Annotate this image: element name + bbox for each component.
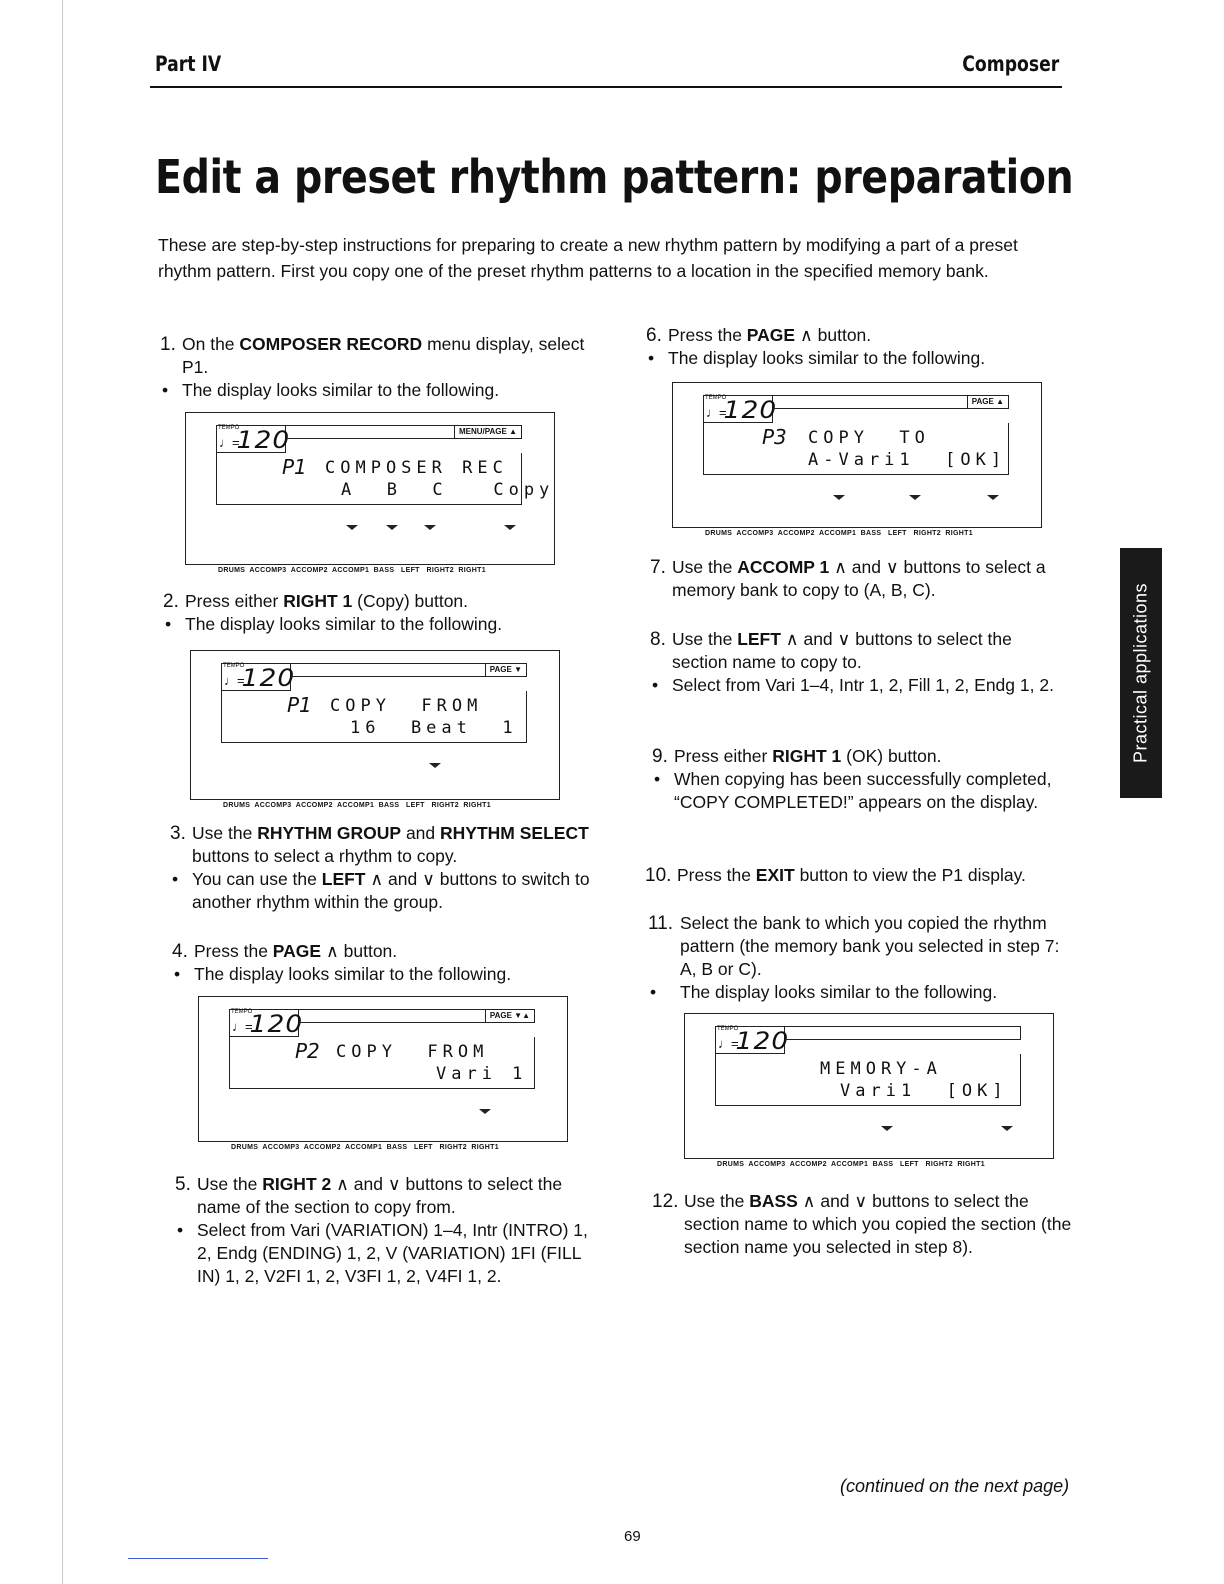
step-number: 8.	[650, 629, 666, 650]
step-number: 12.	[652, 1191, 679, 1212]
tempo-label: TEMPO	[218, 425, 240, 431]
step-4	[172, 940, 592, 986]
step-number: 7.	[650, 557, 666, 578]
footer-rule	[128, 1558, 268, 1559]
page-indicator: PAGE ▼	[485, 663, 527, 677]
step-text: (Copy) button.	[352, 591, 469, 611]
down-arrow-icon	[429, 763, 441, 768]
button-labels: DRUMS ACCOMP3 ACCOMP2 ACCOMP1 BASS LEFT RIGHT2 RIGHT1	[705, 530, 973, 537]
lcd-display-p1-menu	[185, 412, 555, 574]
header-rule	[150, 86, 1062, 88]
tempo-label: TEMPO	[717, 1026, 739, 1032]
step-bold: BASS	[749, 1191, 798, 1211]
tempo-value: 120	[723, 396, 778, 424]
page-indicator: PAGE ▼▲	[485, 1009, 535, 1023]
step-text: On the	[182, 334, 240, 354]
button-arrows	[685, 1126, 1053, 1136]
header-section: Composer	[962, 52, 1059, 76]
step-5	[175, 1173, 595, 1288]
down-arrow-icon	[909, 495, 921, 500]
bullet-text: You can use the	[192, 869, 322, 889]
step-bold: PAGE	[746, 325, 796, 345]
step-number: 10.	[645, 865, 672, 886]
tempo-value: 120	[236, 426, 291, 454]
page-title: Edit a preset rhythm pattern: preparation	[155, 150, 1074, 204]
display-line-2: A B C Copy	[341, 480, 555, 500]
tempo-label: TEMPO	[231, 1009, 253, 1015]
step-bold: RIGHT 2	[262, 1174, 332, 1194]
tempo-label: TEMPO	[223, 663, 245, 669]
display-line-1: MEMORY-A	[820, 1059, 942, 1079]
button-labels: DRUMS ACCOMP3 ACCOMP2 ACCOMP1 BASS LEFT RIGHT2 RIGHT1	[223, 802, 491, 809]
step-text: Use the	[192, 823, 258, 843]
step-text: ∧ and ∨ buttons to select a memory bank to copy to (A, B, C).	[672, 557, 1046, 600]
lcd-display-p3-copy-to	[672, 382, 1042, 537]
button-arrows	[199, 1109, 567, 1119]
intro-paragraph: These are step-by-step instructions for preparing to create a new rhythm pattern by modifying a part of a preset rhythm pattern. First you copy one of the preset rhythm patterns to a location in the specified memory bank.	[158, 235, 1018, 281]
step-6	[646, 324, 1066, 370]
tempo-value: 120	[735, 1027, 790, 1055]
display-screen	[715, 1054, 1021, 1106]
step-text: ∧ and ∨ buttons to select the section name to which you copied the section (the section name you selected in step 8).	[684, 1191, 1072, 1257]
step-text: Press either	[185, 591, 284, 611]
button-labels: DRUMS ACCOMP3 ACCOMP2 ACCOMP1 BASS LEFT RIGHT2 RIGHT1	[218, 567, 486, 574]
step-bullet: • Select from Vari (VARIATION) 1–4, Intr (INTRO) 1, 2, Endg (ENDING) 1, 2, V (VARIATION) 1FI (FILL IN) 1, 2, V2FI 1, 2, V3FI 1, 2, V4FI 1, 2.	[175, 1219, 595, 1288]
page-number: P2	[295, 1039, 320, 1063]
tempo-box	[216, 425, 291, 454]
step-bullet: • The display looks similar to the following.	[163, 613, 593, 636]
display-line-1: COPY FROM	[330, 696, 483, 716]
display-line-2: Vari 1	[436, 1064, 528, 1084]
page-number: P1	[287, 693, 312, 717]
page-number-footer: 69	[624, 1528, 641, 1545]
step-text: ∧ button.	[795, 325, 872, 345]
step-9	[652, 745, 1072, 814]
step-bold: RHYTHM SELECT	[440, 823, 589, 843]
tempo-value: 120	[241, 664, 296, 692]
step-text: Press the	[677, 865, 756, 885]
tempo-box	[229, 1009, 304, 1038]
step-text: buttons to select a rhythm to copy.	[192, 846, 458, 866]
step-bold: ACCOMP 1	[737, 557, 830, 577]
step-3	[170, 822, 590, 914]
down-arrow-icon	[386, 525, 398, 530]
step-bullet: • The display looks similar to the following.	[646, 347, 1066, 370]
down-arrow-icon	[479, 1109, 491, 1114]
tempo-box	[715, 1026, 790, 1055]
step-bullet: • The display looks similar to the following.	[648, 981, 1076, 1004]
step-number: 6.	[646, 325, 662, 346]
tempo-box	[703, 395, 778, 424]
side-tab-label: Practical applications	[1130, 582, 1151, 764]
step-bold: PAGE	[272, 941, 322, 961]
down-arrow-icon	[881, 1126, 893, 1131]
step-bold: RIGHT 1	[283, 591, 353, 611]
button-arrows	[191, 763, 559, 773]
lcd-display-p2-copy-from	[198, 996, 568, 1151]
step-number: 3.	[170, 823, 186, 844]
tempo-value: 120	[249, 1010, 304, 1038]
step-text: ∧ and ∨ buttons to select the section name to copy to.	[672, 629, 1012, 672]
down-arrow-icon	[833, 495, 845, 500]
display-top-bar	[785, 1026, 1021, 1040]
tempo-label: TEMPO	[705, 395, 727, 401]
bullet-text: ∧ and ∨ buttons to switch to another rhythm within the group.	[192, 869, 590, 912]
step-number: 1.	[160, 334, 176, 355]
tempo-box	[221, 663, 296, 692]
display-screen	[229, 1037, 535, 1089]
step-bold: COMPOSER RECORD	[239, 334, 423, 354]
side-tab	[1120, 548, 1162, 798]
step-number: 2.	[163, 591, 179, 612]
bullet-bold: LEFT	[321, 869, 366, 889]
down-arrow-icon	[346, 525, 358, 530]
step-text: Use the	[672, 629, 738, 649]
tempo-note: ♩=	[718, 1036, 739, 1051]
display-screen	[703, 423, 1009, 475]
display-line-2: A-Vari1 [OK]	[808, 450, 1007, 470]
step-bullet: • The display looks similar to the following.	[172, 963, 592, 986]
step-text: Press the	[194, 941, 273, 961]
step-bullet: • The display looks similar to the following.	[160, 379, 590, 402]
step-bold: LEFT	[737, 629, 781, 649]
step-text: menu display, select P1.	[182, 334, 585, 377]
down-arrow-icon	[1001, 1126, 1013, 1131]
button-arrows	[186, 525, 554, 535]
step-10	[645, 864, 1075, 887]
step-bullet	[170, 868, 590, 914]
step-number: 11.	[648, 913, 674, 934]
step-text: ∧ button.	[321, 941, 398, 961]
down-arrow-icon	[424, 525, 436, 530]
step-text: and	[401, 823, 441, 843]
button-labels: DRUMS ACCOMP3 ACCOMP2 ACCOMP1 BASS LEFT RIGHT2 RIGHT1	[717, 1161, 985, 1168]
down-arrow-icon	[987, 495, 999, 500]
step-text: button to view the P1 display.	[794, 865, 1026, 885]
step-number: 9.	[652, 746, 668, 767]
step-text: Use the	[684, 1191, 750, 1211]
step-text: ∧ and ∨ buttons to select the name of the section to copy from.	[197, 1174, 563, 1217]
tempo-note: ♩=	[232, 1019, 253, 1034]
page-indicator: MENU/PAGE ▲	[454, 425, 522, 439]
display-line-2: Vari1 [OK]	[840, 1081, 1008, 1101]
step-text: Select the bank to which you copied the rhythm pattern (the memory bank you selected in step 7: A, B or C).	[680, 913, 1060, 979]
step-text: Press either	[674, 746, 773, 766]
step-bullet: • Select from Vari 1–4, Intr 1, 2, Fill 1, 2, Endg 1, 2.	[650, 674, 1070, 697]
button-arrows	[673, 495, 1041, 505]
step-7	[650, 556, 1070, 602]
display-line-1: COPY TO	[808, 428, 930, 448]
step-text: Use the	[197, 1174, 263, 1194]
header-part: Part IV	[155, 52, 222, 76]
step-bold: RHYTHM GROUP	[257, 823, 402, 843]
step-bullet: • When copying has been successfully completed, “COPY COMPLETED!” appears on the display.	[652, 768, 1072, 814]
display-line-1: COPY FROM	[336, 1042, 489, 1062]
down-arrow-icon	[504, 525, 516, 530]
step-text: Press the	[668, 325, 747, 345]
tempo-note: ♩=	[219, 435, 240, 450]
step-number: 5.	[175, 1174, 191, 1195]
tempo-note: ♩=	[224, 673, 245, 688]
step-bold: EXIT	[755, 865, 795, 885]
display-screen	[221, 691, 527, 743]
step-2	[163, 590, 593, 636]
step-8	[650, 628, 1070, 697]
binder-margin-line	[62, 0, 63, 1584]
step-number: 4.	[172, 941, 188, 962]
step-1	[160, 333, 590, 402]
display-screen	[216, 453, 555, 505]
display-line-2: 16 Beat 1	[350, 718, 518, 738]
step-bold: RIGHT 1	[772, 746, 842, 766]
step-text: (OK) button.	[841, 746, 942, 766]
page-number: P1	[282, 455, 307, 479]
tempo-note: ♩=	[706, 405, 727, 420]
continued-note: (continued on the next page)	[840, 1476, 1070, 1496]
step-11	[648, 912, 1076, 1004]
page-number: P3	[762, 425, 787, 449]
step-12	[652, 1190, 1082, 1259]
button-labels: DRUMS ACCOMP3 ACCOMP2 ACCOMP1 BASS LEFT RIGHT2 RIGHT1	[231, 1144, 499, 1151]
display-line-1: COMPOSER REC	[325, 458, 508, 478]
lcd-display-copy-from	[190, 650, 560, 809]
step-text: Use the	[672, 557, 738, 577]
lcd-display-memory-a	[684, 1013, 1054, 1168]
page-indicator: PAGE ▲	[967, 395, 1009, 409]
